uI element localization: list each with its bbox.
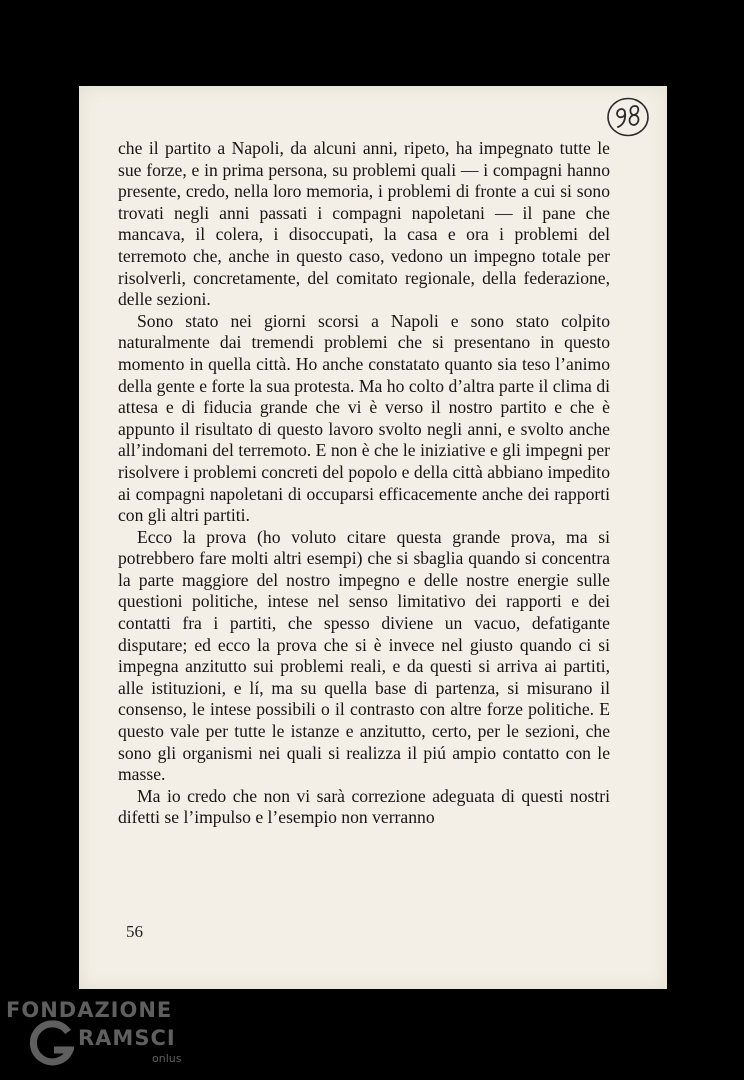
- watermark-line-3: onlus: [152, 1052, 182, 1065]
- watermark-line-2: RAMSCI: [78, 1026, 176, 1050]
- gramsci-g-logo-icon: [28, 1020, 74, 1066]
- page-number: 56: [126, 922, 143, 941]
- watermark-line-1: FONDAZIONE: [6, 998, 173, 1022]
- paragraph-2: Sono stato nei giorni scorsi a Napoli e sono stato colpito naturalmente dai tremendi problemi che si presentano in questo momento in quella città. Ho anche constatato quanto sia teso l’animo della gente e forte la sua protesta. Ma ho colto d’altra parte il clima di attesa e di fiducia grande che vi è verso il nostro partito e che è appunto il risultato di questo lavoro svolto negli anni, e svolto anche all’indomani del terremoto. E non è che le iniziative e gli impegni per risolvere i problemi concreti del popolo e della città abbiano impedito ai compagni napoletani di occuparsi efficacemente anche dei rapporti con gli altri partiti.: [118, 310, 610, 526]
- document-page: [79, 86, 667, 989]
- circled-number-stamp: [605, 94, 651, 140]
- handwritten-page-stamp: [605, 94, 651, 140]
- paragraph-1: che il partito a Napoli, da alcuni anni, ripeto, ha impegnato tutte le sue forze, e in prima persona, su problemi quali — i compagni hanno presente, credo, nella loro memoria, i problemi di fronte a cui si sono trovati negli anni passati i compagni napoletani — il pane che mancava, il colera, i disoccupati, la casa e ora i problemi del terremoto che, anche in questo caso, vedono un impegno totale per risolverli, concretamente, del comitato regionale, della federazione, delle sezioni.: [118, 138, 610, 310]
- paragraph-3: Ecco la prova (ho voluto citare questa grande prova, ma si potrebbero fare molti altri esempi) che si sbaglia quando si concentra la parte maggiore del nostro impegno e delle nostre energie sulle questioni politiche, intese nel senso limitativo dei rapporti e dei contatti fra i partiti, che spesso diviene un vacuo, defatigante disputare; ed ecco la prova che si è invece nel giusto quando ci si impegna anzitutto sui problemi reali, e da questi si arriva ai partiti, alle istituzioni, e lí, ma su quella base di partenza, si misurano il consenso, le intese possibili o il contrasto con altre forze politiche. E questo vale per tutte le istanze e anzitutto, certo, per le sezioni, che sono gli organismi nei quali si realizza il piú ampio contatto con le masse.: [118, 526, 610, 785]
- body-text: [118, 138, 610, 829]
- paragraph-4: Ma io credo che non vi sarà correzione adeguata di questi nostri difetti se l’impulso e l’esempio non verranno: [118, 785, 610, 828]
- fondazione-gramsci-watermark: [6, 998, 186, 1080]
